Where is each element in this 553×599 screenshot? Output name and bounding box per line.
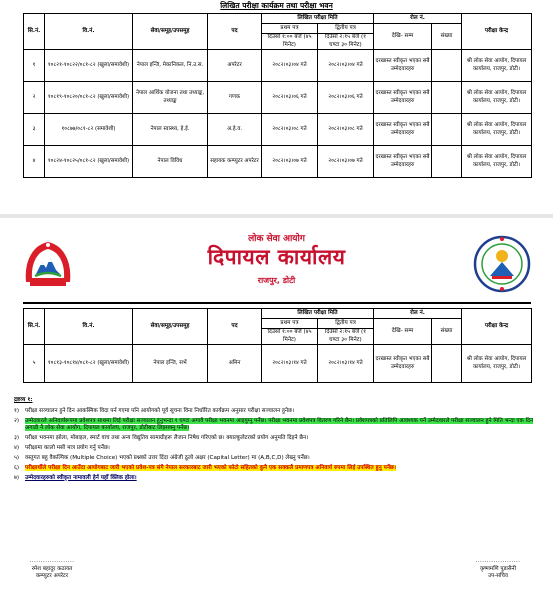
cell-center: श्री लोक सेवा आयोग, दिपायल कार्यालय, राजपुर, डोटी। — [462, 50, 532, 82]
cell-sankhya — [432, 50, 462, 82]
cell-sn: ३ — [24, 114, 45, 146]
col-center: परीक्षा केन्द्र — [462, 14, 532, 50]
exam-schedule-table-continued — [23, 308, 532, 383]
note-text-highlighted: परीक्षार्थीले परीक्षा दिन आउँदा आयोगबाट जारी भएको प्रवेश-पत्र संगै नेपाल सरकारबाट जारी भएको फोटो सहितको कुनै एक सक्कलै प्रमाणपत्र अनिवार्य रुपमा लिई उपस्थित हुनु पर्नेछ। — [25, 464, 396, 471]
approved-list-link[interactable]: उम्मेदवारहरुको स्वीकृत नामावली हेर्न यहाँ क्लिक होला। — [25, 474, 137, 481]
col-written-date: लिखित परीक्षा मिति — [262, 309, 374, 319]
note-text-highlighted: उम्मेदवारले अनिवार्यरूपमा प्रवेशपत्र साथमा लिई परीक्षा सञ्चालन हुनुभन्दा १ घण्टा अगावै परीक्षा भवनमा आइपुग्नु पर्नेछ। परीक्षा भवनमा प्रवेशपत्र वितरण गरिने छैन। प्रवेशपत्रको प्रतिलिपि आवश्यक पर्ने उम्मेदवारले परीक्षा सञ्चालन हुने मिति भन्दा एक दिन अगाडी नै लोक सेवा आयोग, दिपायल कार्यालय, राजपुर, डोटीबाट लिइसक्नु पर्नेछ। — [25, 417, 534, 431]
note-item — [14, 455, 536, 462]
cell-sn: १ — [24, 50, 45, 82]
col-second-paper-time: दिउँसो २:१५ बजे (१ घण्टा ३० मिनेट) — [318, 34, 374, 50]
col-sewa: सेवा/समूह/उपसमूह — [133, 309, 208, 345]
office-name: दिपायल कार्यालय — [207, 245, 346, 269]
cell-second-date: २०८२।०३।०६ गते — [318, 82, 374, 114]
col-second-paper: द्वितीय पत्र — [318, 319, 374, 329]
cell-vigyapan: १०८१३-१०८१४/०८१-८२ (खुला/समावेशी) — [45, 345, 133, 383]
note-item — [14, 475, 536, 482]
cell-roll: दरखास्त स्वीकृत भएका सबै उम्मेदवारहरु — [374, 345, 432, 383]
col-sn: सि.नं. — [24, 309, 45, 345]
cell-sn: ४ — [24, 146, 45, 178]
note-number: १) — [14, 407, 20, 414]
col-pad: पद — [208, 309, 262, 345]
note-item — [14, 435, 536, 442]
col-vigyapan: वि.नं. — [45, 309, 133, 345]
cell-roll: दरखास्त स्वीकृत भएका सबै उम्मेदवारहरु — [374, 82, 432, 114]
cell-vigyapan: १०८२१-१०८२२/०८१-८२ (खुला/समावेशी) — [45, 50, 133, 82]
cell-sankhya — [432, 82, 462, 114]
col-sewa: सेवा/समूह/उपसमूह — [133, 14, 208, 50]
notes-list — [14, 408, 536, 482]
col-written-date: लिखित परीक्षा मिति — [262, 14, 374, 24]
cell-second-date: २०८२।०३।०७ गते — [318, 146, 374, 178]
col-first-paper: प्रथम पत्र — [262, 24, 318, 34]
notes-section — [14, 397, 536, 485]
note-item — [14, 418, 536, 432]
cell-center: श्री लोक सेवा आयोग, दिपायल कार्यालय, राजपुर, डोटी। — [462, 345, 532, 383]
table-row — [24, 345, 532, 383]
signatory-name: कृष्णमणि पुडासैनी — [479, 565, 517, 572]
col-first-paper-time: दिउँसो १:०० बजे (४५ मिनेट) — [262, 34, 318, 50]
section-divider — [0, 214, 553, 218]
cell-center: श्री लोक सेवा आयोग, दिपायल कार्यालय, राजपुर, डोटी। — [462, 82, 532, 114]
note-item — [14, 408, 536, 415]
cell-sewa: नेपाल आर्थिक योजना तथा तथ्याङ्क, तथ्याङ्क — [133, 82, 208, 114]
col-roll-range: देखि- सम्म — [374, 319, 432, 345]
col-pad: पद — [208, 14, 262, 50]
note-number: ६) — [14, 464, 20, 471]
cell-sn: ५ — [24, 345, 45, 383]
signature-left — [22, 558, 82, 581]
cell-sewa: नेपाल इन्जि, मेकानिकल, नि.उ.स. — [133, 50, 208, 82]
cell-pad: सहायक कम्प्युटर अपरेटर — [208, 146, 262, 178]
signature-line: .................... — [29, 558, 75, 564]
signatory-title: उप-सचिव — [488, 573, 508, 580]
col-second-paper: द्वितीय पत्र — [318, 24, 374, 34]
cell-center: श्री लोक सेवा आयोग, दिपायल कार्यालय, राजपुर, डोटी। — [462, 114, 532, 146]
table-row — [24, 114, 532, 146]
note-item — [14, 465, 536, 472]
col-roll: रोल नं. — [374, 309, 462, 319]
note-text: परीक्षा भवनमा झोला, मोबाइल, स्मार्ट वाच तथा अन्य विद्युतिय सामाग्रीहरू लैजान निषेध गरिएको छ। क्याल्कुलेटरको प्रयोग अनुमति दिइने छैन। — [25, 434, 309, 441]
cell-first-date: २०८२।०३।०८ गते — [262, 114, 318, 146]
cell-roll: दरखास्त स्वीकृत भएका सबै उम्मेदवारहरु — [374, 146, 432, 178]
cell-first-date: २०८२।०३।०७ गते — [262, 146, 318, 178]
header-rule — [23, 302, 531, 304]
cell-vigyapan: १०८२४-१०८२५/०८१-८२ (खुला/समावेशी) — [45, 146, 133, 178]
col-roll-range: देखि- सम्म — [374, 24, 432, 50]
cell-second-date: २०८२।०३।०४ गते — [318, 50, 374, 82]
cell-roll: दरखास्त स्वीकृत भएका सबै उम्मेदवारहरु — [374, 50, 432, 82]
office-header — [0, 226, 553, 306]
table-row — [24, 82, 532, 114]
cell-center: श्री लोक सेवा आयोग, दिपायल कार्यालय, राजपुर, डोटी। — [462, 146, 532, 178]
cell-first-date: २०८२।०३।०६ गते — [262, 82, 318, 114]
col-center: परीक्षा केन्द्र — [462, 309, 532, 345]
note-number: ७) — [14, 474, 20, 481]
note-number: ५) — [14, 454, 20, 461]
note-number: ३) — [14, 434, 20, 441]
cell-sn: २ — [24, 82, 45, 114]
signatory-name: रमेश बहादुर कठायत — [31, 565, 73, 572]
cell-sankhya — [432, 146, 462, 178]
cell-sankhya — [432, 114, 462, 146]
col-second-paper-time: दिउँसो २:१५ बजे (१ घण्टा ३० मिनेट) — [318, 329, 374, 345]
note-text: परीक्षा सञ्चालन हुने दिन आकस्मिक विदा पर्न गएमा पनि आयोगको पूर्व सूचना विना निर्धारित कार्यक्रम अनुसार परीक्षा सञ्चालन हुनेछ। — [25, 407, 295, 414]
col-first-paper-time: दिउँसो १:०० बजे (४५ मिनेट) — [262, 329, 318, 345]
note-item — [14, 445, 536, 452]
cell-first-date: २०८२।०३।०४ गते — [262, 50, 318, 82]
psc-logo-icon — [472, 234, 532, 294]
col-sn: सि.नं. — [24, 14, 45, 50]
signature-right — [468, 558, 528, 581]
table-row — [24, 146, 532, 178]
note-number: ४) — [14, 444, 20, 451]
cell-pad: गणक — [208, 82, 262, 114]
cell-sewa: नेपाल इन्जि, सर्भे — [133, 345, 208, 383]
col-sankhya: संख्या — [432, 24, 462, 50]
cell-vigyapan: १०८७७/०८१-८२ (समावेशी) — [45, 114, 133, 146]
signatory-title: कम्प्युटर अपरेटर — [35, 573, 69, 580]
cell-second-date: २०८२।०३।१४ गते — [318, 345, 374, 383]
col-vigyapan: वि.नं. — [45, 14, 133, 50]
cell-sankhya — [432, 345, 462, 383]
exam-schedule-table — [23, 13, 532, 178]
note-number: २) — [14, 417, 20, 424]
cell-first-date: २०८२।०३।१४ गते — [262, 345, 318, 383]
col-sankhya: संख्या — [432, 319, 462, 345]
notes-title: द्रष्टव्य १: — [14, 397, 33, 403]
cell-sewa: नेपाल विविध — [133, 146, 208, 178]
cell-sewa: नेपाल स्वास्थ्य, हे.ई. — [133, 114, 208, 146]
note-text: परीक्षामा कालो मसी मात्र प्रयोग गर्नु पर्नेछ। — [25, 444, 110, 451]
cell-second-date: २०८२।०३।०८ गते — [318, 114, 374, 146]
note-text: वस्तुगत बहु वैकल्पिक (Multiple Choice) भएको प्रश्नको उत्तर दिंदा अंग्रेजी ठूलो अक्षर (Capital Letter) मा (A,B,C,D) लेख्नु पर्नेछ। — [25, 454, 310, 461]
table-row — [24, 50, 532, 82]
cell-pad: अपरेटर — [208, 50, 262, 82]
cell-pad: अ.हे.व. — [208, 114, 262, 146]
commission-name: लोक सेवा आयोग — [248, 234, 305, 244]
page-title: लिखित परीक्षा कार्यक्रम तथा परीक्षा भवन — [220, 1, 333, 10]
cell-roll: दरखास्त स्वीकृत भएका सबै उम्मेदवारहरु — [374, 114, 432, 146]
cell-pad: अमिन — [208, 345, 262, 383]
col-first-paper: प्रथम पत्र — [262, 319, 318, 329]
office-place: राजपुर, डोटी — [257, 276, 296, 285]
signature-line: .................... — [475, 558, 521, 564]
col-roll: रोल नं. — [374, 14, 462, 24]
cell-vigyapan: १०८१९-१०८२०/०८१-८२ (खुला/समावेशी) — [45, 82, 133, 114]
